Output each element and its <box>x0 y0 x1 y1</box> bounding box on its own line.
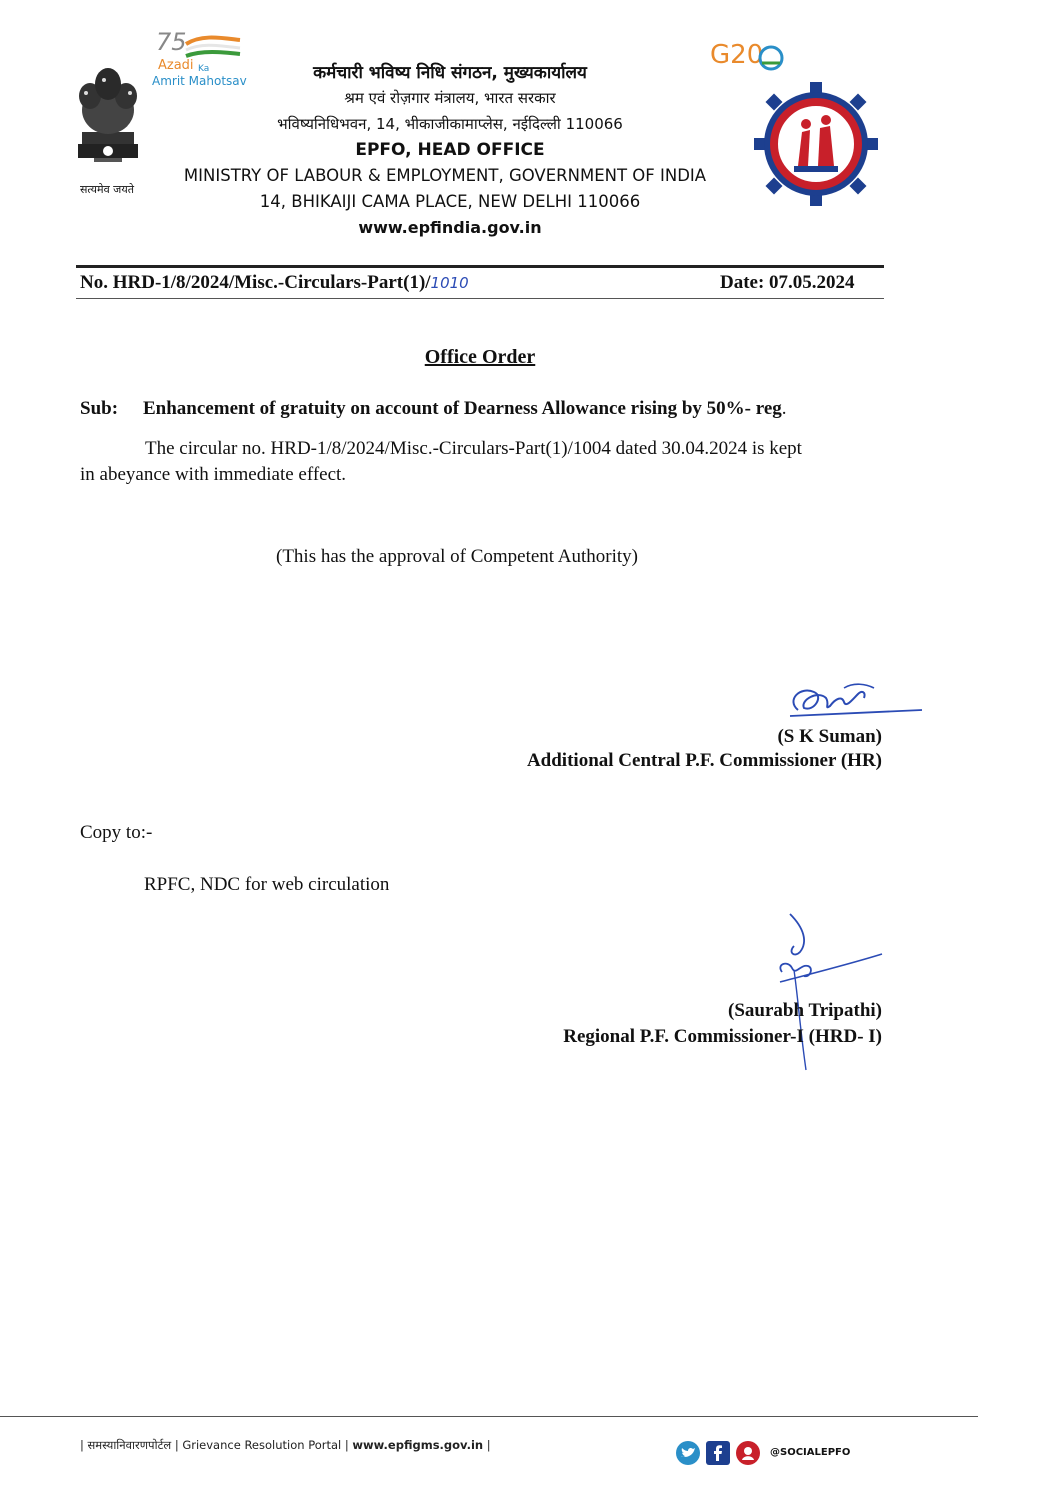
azadi-text: Azadi <box>158 58 194 73</box>
national-emblem <box>68 60 148 180</box>
signature-1 <box>770 680 930 730</box>
subject-text: Enhancement of gratuity on account of Dearness Allowance rising by 50%- reg <box>143 398 782 419</box>
koo-icon[interactable] <box>736 1441 760 1465</box>
portal-url[interactable]: www.epfigms.gov.in <box>352 1438 484 1452</box>
reference-number <box>80 272 469 294</box>
website[interactable]: www.epfindia.gov.in <box>358 218 542 237</box>
ministry-english: MINISTRY OF LABOUR & EMPLOYMENT, GOVERNMENT OF INDIA <box>183 166 707 185</box>
portal-english: Grievance Resolution Portal | <box>182 1438 349 1452</box>
footer-divider <box>0 1416 978 1417</box>
reference-number-prefix: No. HRD-1/8/2024/Misc.-Circulars-Part(1)/ <box>80 272 431 293</box>
copy-to-recipient: RPFC, NDC for web circulation <box>144 874 390 895</box>
azadi-ka-text: Ka <box>198 64 210 74</box>
portal-end: | <box>486 1438 491 1452</box>
twitter-icon[interactable] <box>676 1441 700 1465</box>
signatory-2-name: (Saurabh Tripathi) <box>728 1000 882 1021</box>
social-icons <box>676 1441 856 1467</box>
body-line-1: The circular no. HRD-1/8/2024/Misc.-Circulars-Part(1)/1004 dated 30.04.2024 is kept <box>145 438 802 459</box>
signatory-2-designation: Regional P.F. Commissioner-I (HRD- I) <box>563 1026 882 1047</box>
reference-number-handwritten: 1010 <box>430 274 469 292</box>
azadi-number: 75 <box>156 28 187 56</box>
g20-text: G20 <box>710 40 764 70</box>
footer-portal <box>80 1438 491 1453</box>
address-hindi: भविष्यनिधिभवन, 14, भीकाजीकामाप्लेस, नईदिल्ली 110066 <box>277 115 623 133</box>
order-title: Office Order <box>424 346 536 368</box>
amrit-mahotsav-text: Amrit Mahotsav <box>152 74 247 88</box>
emblem-motto: सत्यमेव जयते <box>79 183 134 196</box>
facebook-icon[interactable] <box>706 1441 730 1465</box>
portal-hindi: | समस्यानिवारणपोर्टल | <box>80 1438 179 1452</box>
signature-2 <box>760 908 890 1073</box>
epfo-seal-logo <box>752 80 880 208</box>
reference-divider <box>76 298 884 299</box>
copy-to-label: Copy to:- <box>80 822 153 843</box>
subject-end: . <box>781 398 787 419</box>
address-english: 14, BHIKAIJI CAMA PLACE, NEW DELHI 110066 <box>259 192 641 211</box>
office-english: EPFO, HEAD OFFICE <box>355 140 545 160</box>
body-line-2: in abeyance with immediate effect. <box>80 464 347 485</box>
subject-label: Sub: <box>80 398 119 419</box>
signatory-1-designation: Additional Central P.F. Commissioner (HR) <box>526 750 882 771</box>
ministry-hindi: श्रम एवं रोज़गार मंत्रालय, भारत सरकार <box>344 89 556 107</box>
g20-logo <box>708 40 788 84</box>
org-name-hindi: कर्मचारी भविष्य निधि संगठन, मुख्यकार्यालय <box>313 63 587 83</box>
subject-line <box>143 398 787 420</box>
header-divider <box>76 265 884 268</box>
social-handle[interactable]: @SOCIALEPFO <box>770 1447 851 1458</box>
approval-note: (This has the approval of Competent Authority) <box>276 546 638 567</box>
reference-date: Date: 07.05.2024 <box>720 272 855 293</box>
signatory-1-name: (S K Suman) <box>777 726 882 747</box>
